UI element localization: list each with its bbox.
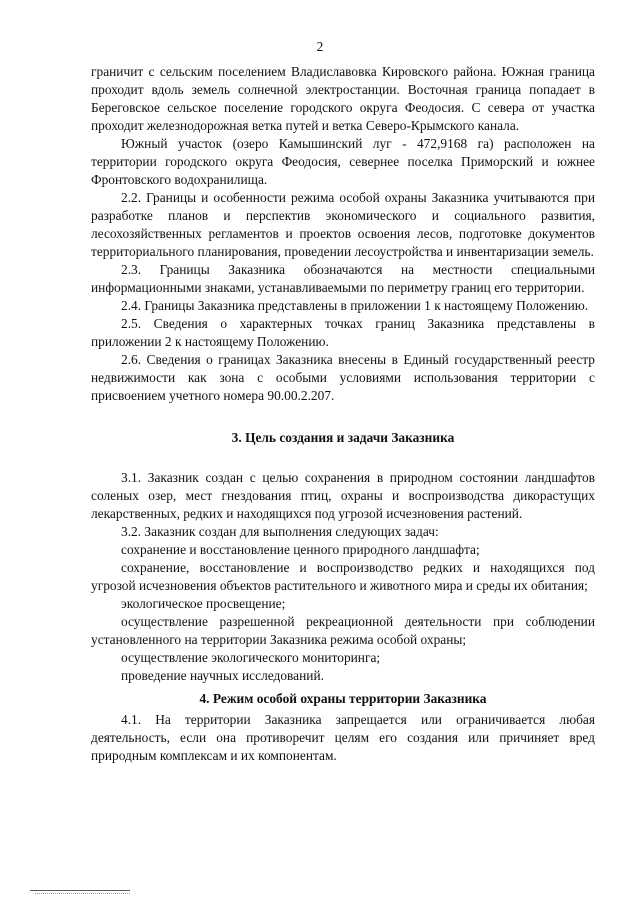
paragraph: Южный участок (озеро Камышинский луг - 472,9168 га) расположен на территории городского округа Феодосия, севернее поселка Приморский и южнее Фронтовского водохранилища. [91, 136, 595, 187]
list-item: проведение научных исследований. [121, 668, 324, 683]
paragraph: граничит с сельским поселением Владиславовка Кировского района. Южная граница проходит вдоль земель солнечной электростанции. Восточная граница попадает в Береговское сельское поселение городского округа Феодосия. С севера от участка проходит железнодорожная ветка путей и ветка Северо-Крымского канала. [91, 64, 595, 133]
footer-divider [30, 890, 130, 891]
paragraph: 3.2. Заказник создан для выполнения следующих задач: [121, 524, 439, 539]
paragraph: 2.6. Сведения о границах Заказника внесены в Единый государственный реестр недвижимости как зона с особыми условиями использования территории с присвоением учетного номера 90.00.2.207. [91, 352, 595, 403]
paragraph: 2.4. Границы Заказника представлены в приложении 1 к настоящему Положению. [121, 298, 589, 313]
section-heading: 3. Цель создания и задачи Заказника [231, 430, 455, 445]
section-heading: 4. Режим особой охраны территории Заказника [199, 691, 487, 706]
paragraph: 2.3. Границы Заказника обозначаются на местности специальными информационными знаками, устанавливаемыми по периметру границ его территории. [91, 262, 595, 295]
list-item: экологическое просвещение; [121, 596, 286, 611]
paragraph: 2.2. Границы и особенности режима особой охраны Заказника учитываются при разработке планов и перспектив экономического и социального развития, лесохозяйственных регламентов и проектов освоения лесов, подготовке документов территориального планирования, проведении лесоустройства и инвентаризации земель. [91, 190, 595, 259]
list-item: сохранение и восстановление ценного природного ландшафта; [121, 542, 480, 557]
paragraph: 3.1. Заказник создан с целью сохранения в природном состоянии ландшафтов соленых озер, мест гнездования птиц, охраны и воспроизводства дикорастущих лекарственных, редких и находящихся под угрозой исчезновения растений. [91, 470, 595, 521]
list-item: осуществление экологического мониторинга; [121, 650, 381, 665]
list-item: осуществление разрешенной рекреационной деятельности при соблюдении установленного на территории Заказника режима особой охраны; [91, 614, 595, 647]
paragraph: 4.1. На территории Заказника запрещается или ограничивается любая деятельность, если она противоречит целям его создания или причиняет вред природным комплексам и их компонентам. [91, 712, 595, 763]
page-number: 2 [316, 39, 324, 54]
footer-divider [35, 893, 130, 897]
document-body [91, 63, 595, 765]
paragraph: 2.5. Сведения о характерных точках границ Заказника представлены в приложении 2 к настоящему Положению. [91, 316, 595, 349]
list-item: сохранение, восстановление и воспроизводство редких и находящихся под угрозой исчезновения объектов растительного и животного мира и среды их обитания; [91, 560, 595, 593]
